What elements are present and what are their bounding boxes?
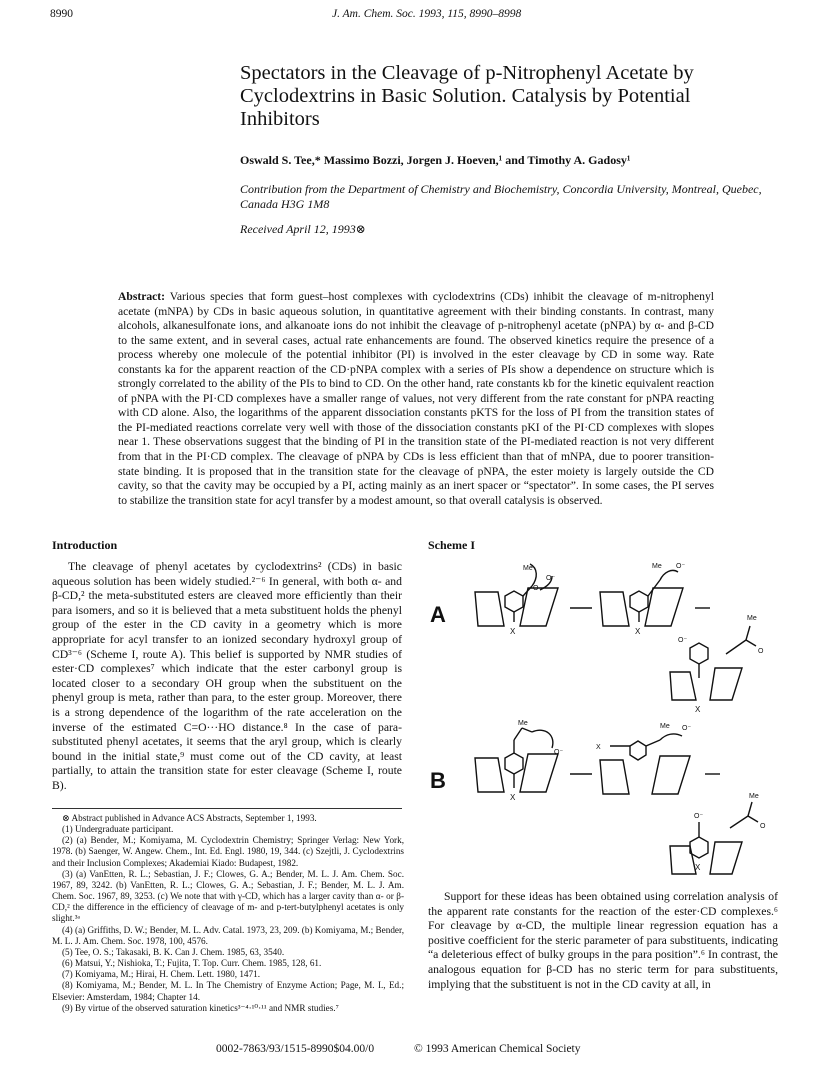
methyl-label: Me [518,720,528,727]
footnote: (8) Komiyama, M.; Bender, M. L. In The Chemistry of Enzyme Action; Page, M. I., Ed.; Elsevier: Amsterdam, 1984; Chapter 14. [52,980,404,1002]
abstract [118,290,714,508]
footnote: (2) (a) Bender, M.; Komiyama, M. Cyclodextrin Chemistry; Springer Verlag: New York, 1978. (b) Saenger, W. Angew. Chem., Int. Ed. Engl. 1980, 19, 344. (c) Szejtli, J. Cyclodextrins and their Inclusion Complexes; Akademiai Kiado: Budapest, 1982. [52,835,404,868]
footnote: (5) Tee, O. S.; Takasaki, B. K. Can J. Chem. 1985, 63, 3540. [62,946,285,957]
page-number: 8990 [50,8,73,20]
phenyl-ring [630,741,646,760]
oxygen-label: O⁻ [554,749,564,756]
body-paragraph: Support for these ideas has been obtained using correlation analysis of the apparent rate constants for the reaction of the ester·CD complexes.⁶ For cleavage by α-CD, the multiple linear regression equation has a positive coefficient for the steric parameter of para substituents, indicating “a deleterious effect of bulky groups in the para position”.⁶ In contrast, the analogous equation for β-CD has no steric term for para substituents, implying that the substituent is not in the CD cavity at all, in [428,890,778,991]
methyl-label: Me [747,615,757,622]
scheme-diagram [420,550,800,880]
cyclodextrin-shape [710,668,742,700]
cyclodextrin-shape [520,754,558,792]
oxygen-label: O⁻ [682,725,692,732]
oxygen-label: O [758,648,764,655]
article-code: 0002-7863/93/1515-8990$04.00/0 [216,1043,375,1055]
footnotes [52,813,404,1014]
oxygen-label: O⁻ [694,813,704,820]
footnote: (7) Komiyama, M.; Hirai, H. Chem. Lett. 1980, 1471. [62,969,261,980]
cyclodextrin-shape [475,758,504,792]
footnote: (1) Undergraduate participant. [62,824,174,835]
oxygen-label: O [533,585,539,592]
author-list: Oswald S. Tee,* Massimo Bozzi, Jorgen J. Hoeven,¹ and Timothy A. Gadosy¹ [240,153,631,167]
substituent-label: X [635,627,641,636]
cyclodextrin-shape [670,672,696,700]
footnote-divider [52,808,402,809]
substituent-label: X [695,863,701,872]
footnote: (9) By virtue of the observed saturation kinetics³⁻⁴·¹⁰·¹¹ and NMR studies.⁷ [62,1002,339,1013]
cyclodextrin-shape [475,592,504,626]
cyclodextrin-shape [670,846,696,874]
cyclodextrin-shape [710,842,742,874]
affiliation: Contribution from the Department of Chemistry and Biochemistry, Concordia University, Montreal, Quebec, Canada H3G 1M8 [240,182,762,211]
cyclodextrin-shape [600,592,629,626]
footnote: (6) Matsui, Y.; Nishioka, T.; Fujita, T. Top. Curr. Chem. 1985, 128, 61. [62,958,322,969]
phenyl-ring [690,643,708,664]
footnote: (3) (a) VanEtten, R. L.; Sebastian, J. F.; Clowes, G. A.; Bender, M. L. J. Am. Chem. Soc. 1967, 89, 3242. (b) VanEtten, R. L.; Clowes, G. A.; Sebastian, J. F.; Bender, M. L. J. Am. Chem. Soc. 1967, 89, 3253. (c) We note that with γ-CD, which has a larger cavity than α- or β-CD,² the difference in the efficiency of cleavage of m- and p-tert-butylphenyl acetates is only slight.³ᵃ [52,868,404,924]
phenyl-ring [505,591,523,612]
abstract-text: Various species that form guest–host complexes with cyclodextrins (CDs) inhibit the cleavage of m-nitrophenyl acetate (mNPA) by CDs in basic aqueous solution, in quantitative agreement with their binding constants. In contrast, many alcohols, alkanesulfonate ions, and alkanoate ions do not inhibit the cleavage of p-nitrophenyl acetate (pNPA) by α- and β-CD to the same extent, and in several cases, actual rate enhancements are found. The observed kinetics require the presence of a process whereby one molecule of the potential inhibitor (PI) is involved in the ester cleavage by CD in some way. Rate constants ka for the apparent reaction of the CD·pNPA complex with a series of PIs show a dependence on structure which is strongly correlated to the ability of the PIs to bind to CD. On the other hand, rate constants kb for the kinetic equivalent reaction of pNPA with the PI·CD complexes have a smaller range of values, not very different from the rate constant for pNPA reacting with CD alone. Also, the logarithms of the apparent dissociation constants pKTS for the loss of PI from the transition states of the PI-mediated reactions correlate very well with those of the dissociation constants pKI of the PI·CD complexes with slopes near 1. These observations suggest that the binding of PI in the transition state of the PI-mediated reaction is not very different from that in the PI·CD complex. The cleavage of pNPA by CDs is less efficient than that of mNPA, due to poorer transition-state binding. It is proposed that in the transition state for the cleavage of pNPA, the ester moiety is largely outside the CD cavity, so that the cavity may be occupied by a PI, acting mainly as an inert spacer or “spectator”. In some cases, the PI serves to stabilize the transition state for acyl transfer by a modest amount, so that overall catalysis is observed. [118,290,714,507]
copyright: © 1993 American Chemical Society [414,1043,581,1055]
methyl-label: Me [749,793,759,800]
methyl-label: Me [660,723,670,730]
substituent-label: X [596,744,601,751]
phenyl-ring [690,837,708,858]
substituent-label: X [510,793,516,802]
introduction-heading: Introduction [52,538,118,552]
oxygen-label: O⁻ [546,575,556,582]
phenyl-ring [505,753,523,774]
route-b-label: B [430,768,446,793]
received-date: Received April 12, 1993⊗ [240,222,366,236]
footnote: ⊗ Abstract published in Advance ACS Abstracts, September 1, 1993. [62,813,317,823]
cyclodextrin-shape [652,756,690,794]
article-title: Spectators in the Cleavage of p-Nitrophenyl Acetate by Cyclodextrins in Basic Solution. Catalysis by Potential Inhibitors [240,62,694,130]
cyclodextrin-shape [600,760,629,794]
route-a-label: A [430,602,446,627]
methyl-label: Me [523,565,533,572]
introduction-paragraph: The cleavage of phenyl acetates by cyclodextrins² (CDs) in basic aqueous solution has been widely studied.²⁻⁶ In general, with both α- and β-CD,² the meta-substituted esters are cleaved more efficiently than their para isomers, and so it is believed that a meta substituent holds the phenyl group of the ester in the CD cavity in a geometry which is more appropriate for acyl transfer to an ionized secondary hydroxyl group of CD³⁻⁶ (Scheme I, route A). This belief is supported by NMR studies of ester·CD complexes⁷ which indicate that the ester carbonyl group is located closer to a secondary OH group when the substituent on the phenyl group is meta, rather than para, to the ester group. Moreover, there is a strong dependence of the logarithm of the rate acceleration on the inverse of the estimated C=O···HO distance.⁸ In the case of para-substituted phenyl acetates, it seems that the aryl group, which is clearly bound in the initial state,⁹ must come out of the CD cavity, at least partially, to attain the transition state for ester cleavage (Scheme I, route B). [52,560,402,792]
substituent-label: X [695,705,701,714]
right-column-text [428,890,778,992]
methyl-label: Me [652,563,662,570]
substituent-label: X [510,627,516,636]
footnote: (4) (a) Griffiths, D. W.; Bender, M. L. Adv. Catal. 1973, 23, 209. (b) Komiyama, M.; Bender, M. L. J. Am. Chem. Soc. 1978, 100, 4576. [52,924,404,946]
journal-citation: J. Am. Chem. Soc. 1993, 115, 8990–8998 [332,8,522,20]
oxygen-label: O [760,823,766,830]
introduction-body [52,560,402,794]
oxygen-label: O⁻ [678,637,688,644]
cyclodextrin-shape [645,588,683,626]
phenyl-ring [630,591,648,612]
oxygen-label: O⁻ [676,563,686,570]
abstract-label: Abstract: [118,290,166,303]
scheme-heading: Scheme I [428,538,475,552]
